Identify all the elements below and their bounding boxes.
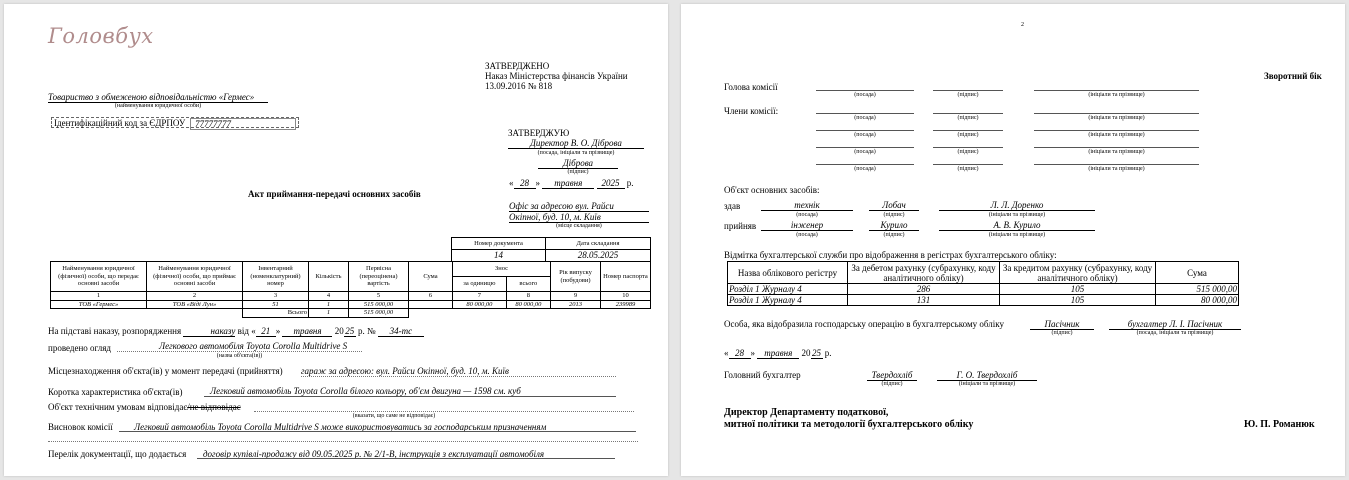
- acc-header-sum: Сума: [1156, 262, 1239, 284]
- approved-title: ЗАТВЕРДЖЕНО: [485, 61, 550, 71]
- conclusion-value: Легковий автомобіль Toyota Corolla Multidrive S може використовуватись за господарським призначенням: [134, 422, 547, 432]
- total-quantity: 1: [309, 309, 349, 318]
- person-label: Особа, яка відобразила господарську операцію в бухгалтерському обліку: [724, 319, 1005, 329]
- cap-name: (ініціали та прізвище): [988, 232, 1046, 238]
- acc-cell-sum: 80 000,00: [1156, 295, 1239, 306]
- cap-position: (посада): [854, 132, 876, 138]
- acc-cell-register: Розділ 1 Журналу 4: [728, 284, 848, 295]
- col-header-inventory: Інвентарний (номенклатурний) номер: [243, 262, 309, 292]
- assets-table: [50, 261, 651, 318]
- cell-year: 2013: [551, 300, 601, 309]
- cap-position: (посада): [796, 212, 818, 218]
- location-obj-value: гараж за адресою: вул. Райси Окіпної, буд. 10, м. Київ: [301, 366, 509, 376]
- act-title: Акт приймання-передачі основних засобів: [248, 189, 421, 199]
- cell-transferor: ТОВ «Гермес»: [51, 300, 147, 309]
- location-line1: Офіс за адресою вул. Райси: [509, 201, 649, 212]
- handed-label: здав: [724, 201, 741, 211]
- cap-name: (ініціали та прізвище): [1088, 149, 1145, 155]
- doc-number: 14: [452, 250, 546, 262]
- cap-name: (ініціали та прізвище): [1088, 92, 1145, 98]
- date-year: 25: [812, 348, 821, 358]
- order-year: 25: [345, 326, 355, 336]
- approve-date-year: 2025: [597, 178, 625, 189]
- col-header-year: Рік випуску (побудови): [551, 262, 601, 292]
- cell-inventory: 51: [243, 300, 309, 309]
- person-name: бухгалтер Л. І. Пасічник: [1109, 319, 1241, 330]
- order-prefix: На підставі наказу, розпорядження: [48, 326, 182, 336]
- handed-position: технік: [761, 200, 853, 211]
- location-obj-label: Місцезнаходження об'єкта(ів) у момент передачі (прийняття): [48, 366, 283, 376]
- cap-signature: (підпис): [883, 212, 905, 218]
- cap-position: (посада): [854, 149, 876, 155]
- cap-name: (ініціали та прізвище): [1088, 166, 1145, 172]
- cell-depreciation-total: 80 000,00: [506, 300, 550, 309]
- org-name: Товариство з обмеженою відповідальністю «Гермес»: [48, 92, 268, 103]
- cap-position: (посада): [854, 166, 876, 172]
- col-number: 3: [243, 292, 309, 301]
- col-header-cost: Первісна (переоцінена) вартість: [349, 262, 409, 292]
- approve-date-day: 28: [514, 178, 536, 189]
- approve-date-month: травня: [542, 178, 594, 189]
- date-year-prefix: 20: [801, 348, 811, 358]
- cap-signature: (підпис): [957, 166, 979, 172]
- col-number: 8: [506, 292, 550, 301]
- chief-label: Головний бухгалтер: [724, 370, 801, 380]
- col-number: 10: [601, 292, 651, 301]
- received-name: А. В. Курило: [939, 220, 1095, 231]
- order-line: На підставі наказу, розпорядження наказу від « 21 » травня 20 25 р. № 34-тс: [48, 326, 424, 337]
- footer-name: Ю. П. Романюк: [1244, 419, 1315, 430]
- cap-signature: (підпис): [957, 149, 979, 155]
- cell-depreciation-unit: 80 000,00: [453, 300, 507, 309]
- cell-receiver: ТОВ «Віді Лун»: [147, 300, 243, 309]
- conclusion-label: Висновок комісії: [48, 422, 113, 432]
- doc-date: 28.05.2025: [546, 250, 651, 262]
- accounting-table: [727, 261, 1239, 306]
- characteristic-label: Коротка характеристика об'єкта(ів): [48, 387, 183, 397]
- doc-number-table: [451, 237, 651, 262]
- order-day: 21: [256, 326, 276, 337]
- acc-header-register: Назва облікового регістру: [728, 262, 848, 284]
- accounting-label: Відмітка бухгалтерської служби про відображення в регістрах бухгалтерського обліку:: [724, 250, 1057, 260]
- col-number: 7: [453, 292, 507, 301]
- order-value: наказу: [183, 326, 235, 337]
- approve-title: ЗАТВЕРДЖУЮ: [508, 128, 570, 138]
- conformity-caption: (вказати, що саме не відповідає): [352, 413, 436, 419]
- doc-number-header: Номер документа: [452, 238, 546, 250]
- col-number: 9: [551, 292, 601, 301]
- object-label: Об'єкт основних засобів:: [724, 185, 820, 195]
- edrpou-label: Ідентифікаційний код за ЄДРПОУ: [54, 118, 186, 128]
- acc-cell-credit: 105: [1000, 284, 1156, 295]
- order-year-prefix: 20: [334, 326, 344, 336]
- col-header-transferor: Найменування юридичної (фізичної) особи, що передає основні засоби: [51, 262, 147, 292]
- col-number: 1: [51, 292, 147, 301]
- approve-signer-caption: (посада, ініціали та прізвище): [537, 150, 615, 156]
- approve-date-suffix: р.: [626, 178, 634, 188]
- characteristic-value: Легковий автомобіль Toyota Corolla білого кольору, об'єм двигуна — 1598 см. куб: [210, 386, 521, 396]
- cap-position: (посада): [796, 232, 818, 238]
- date-month: травня: [757, 348, 799, 359]
- documents-value: договір купівлі-продажу від 09.05.2025 р. № 2/1-В, інструкція з експлуатації автомобіля: [203, 449, 545, 459]
- cap-signature: (підпис): [883, 232, 905, 238]
- chief-name: Г. О. Твердохліб: [937, 370, 1037, 381]
- person-signature: Пасічник: [1030, 319, 1094, 330]
- total-sum: 515 000,00: [349, 309, 409, 318]
- cap-signature: (підпис): [957, 92, 979, 98]
- col-subheader-per-unit: за одиницю: [453, 277, 507, 292]
- chief-cap-signature: (підпис): [881, 381, 903, 387]
- col-header-passport: Номер паспорта: [601, 262, 651, 292]
- col-header-receiver: Найменування юридичної (фізичної) особи, що приймає основні засоби: [147, 262, 243, 292]
- cell-passport: 239989: [601, 300, 651, 309]
- received-signature: Курило: [869, 220, 919, 231]
- org-caption: (найменування юридичної особи): [114, 103, 202, 109]
- chief-signature: Твердохліб: [867, 370, 917, 381]
- location-caption: (місце складання): [556, 223, 602, 229]
- acc-cell-debit: 286: [848, 284, 1000, 295]
- inspection-label: проведено огляд: [48, 343, 111, 353]
- cell-quantity: 1: [309, 300, 349, 309]
- date-day: 28: [729, 348, 751, 359]
- conformity-label: Об'єкт технічним умовам відповідає: [48, 402, 188, 412]
- col-number: 4: [309, 292, 349, 301]
- document-page-1: [4, 4, 668, 476]
- order-number: 34-тс: [378, 326, 424, 337]
- total-label: Всього: [243, 309, 309, 318]
- approve-date: « 28 » травня 2025 р.: [509, 178, 634, 188]
- approve-signature: Діброва: [538, 158, 618, 169]
- cap-name: (ініціали та прізвище): [1088, 115, 1145, 121]
- chief-cap-name: (ініціали та прізвище): [958, 381, 1016, 387]
- cap-position: (посада): [854, 92, 876, 98]
- inspection-caption: (назва об'єкта(ів)): [216, 353, 263, 359]
- cap-name: (ініціали та прізвище): [988, 212, 1046, 218]
- person-cap-name: (посада, ініціали та прізвище): [1136, 330, 1214, 336]
- cap-signature: (підпис): [957, 132, 979, 138]
- conformity-line: [48, 402, 241, 412]
- head-label: Голова комісії: [724, 82, 778, 92]
- handed-signature: Лобач: [869, 200, 919, 211]
- approved-line1: Наказ Міністерства фінансів України: [485, 71, 628, 81]
- logo: Головбух: [48, 24, 154, 48]
- documents-label: Перелік документації, що додається: [48, 449, 187, 459]
- conformity-struck: /не відповідає: [187, 402, 241, 412]
- order-month: травня: [282, 326, 332, 337]
- col-header-depreciation: Знос: [453, 262, 551, 277]
- document-page-2: [681, 4, 1345, 476]
- cap-name: (ініціали та прізвище): [1088, 132, 1145, 138]
- edrpou-value: 77777777: [190, 118, 296, 130]
- location-line2: Окіпної, буд. 10, м. Київ: [509, 212, 649, 223]
- received-label: прийняв: [724, 221, 757, 231]
- page-number: 2: [1021, 22, 1024, 28]
- acc-cell-credit: 105: [1000, 295, 1156, 306]
- col-number: 5: [349, 292, 409, 301]
- col-number: 6: [409, 292, 453, 301]
- cap-position: (посада): [854, 115, 876, 121]
- cap-signature: (підпис): [957, 115, 979, 121]
- footer-line2: митної політики та методології бухгалтерського обліку: [724, 419, 974, 430]
- cell-sum: [409, 300, 453, 309]
- doc-date-header: Дата складання: [546, 238, 651, 250]
- col-header-sum: Сума: [409, 262, 453, 292]
- members-label: Члени комісії:: [724, 106, 779, 116]
- received-position: інженер: [761, 220, 853, 231]
- handed-name: Л. Л. Доренко: [939, 200, 1095, 211]
- person-cap-signature: (підпис): [1051, 330, 1073, 336]
- approved-line2: 13.09.2016 № 818: [485, 81, 553, 91]
- approve-signer: Директор В. О. Діброва: [508, 138, 644, 149]
- acc-cell-register: Розділ 1 Журналу 4: [728, 295, 848, 306]
- acc-header-debit: За дебетом рахунку (субрахунку, коду аналітичного обліку): [848, 262, 1000, 284]
- order-from: від «: [237, 326, 256, 336]
- date-suffix: р.: [824, 348, 832, 358]
- col-subheader-total: всього: [506, 277, 550, 292]
- footer-line1: Директор Департаменту податкової,: [724, 407, 889, 418]
- date-line: « 28 » травня 20 25 р.: [724, 348, 832, 358]
- acc-cell-debit: 131: [848, 295, 1000, 306]
- cell-cost: 515 000,00: [349, 300, 409, 309]
- order-mid: р. №: [357, 326, 376, 336]
- col-header-quantity: Кількість: [309, 262, 349, 292]
- approve-signature-caption: (підпис): [567, 169, 589, 175]
- acc-cell-sum: 515 000,00: [1156, 284, 1239, 295]
- inspection-value: Легкового автомобіля Toyota Corolla Multidrive S: [159, 341, 348, 351]
- col-number: 2: [147, 292, 243, 301]
- reverse-side-label: Зворотний бік: [1264, 71, 1322, 81]
- acc-header-credit: За кредитом рахунку (субрахунку, коду аналітичного обліку): [1000, 262, 1156, 284]
